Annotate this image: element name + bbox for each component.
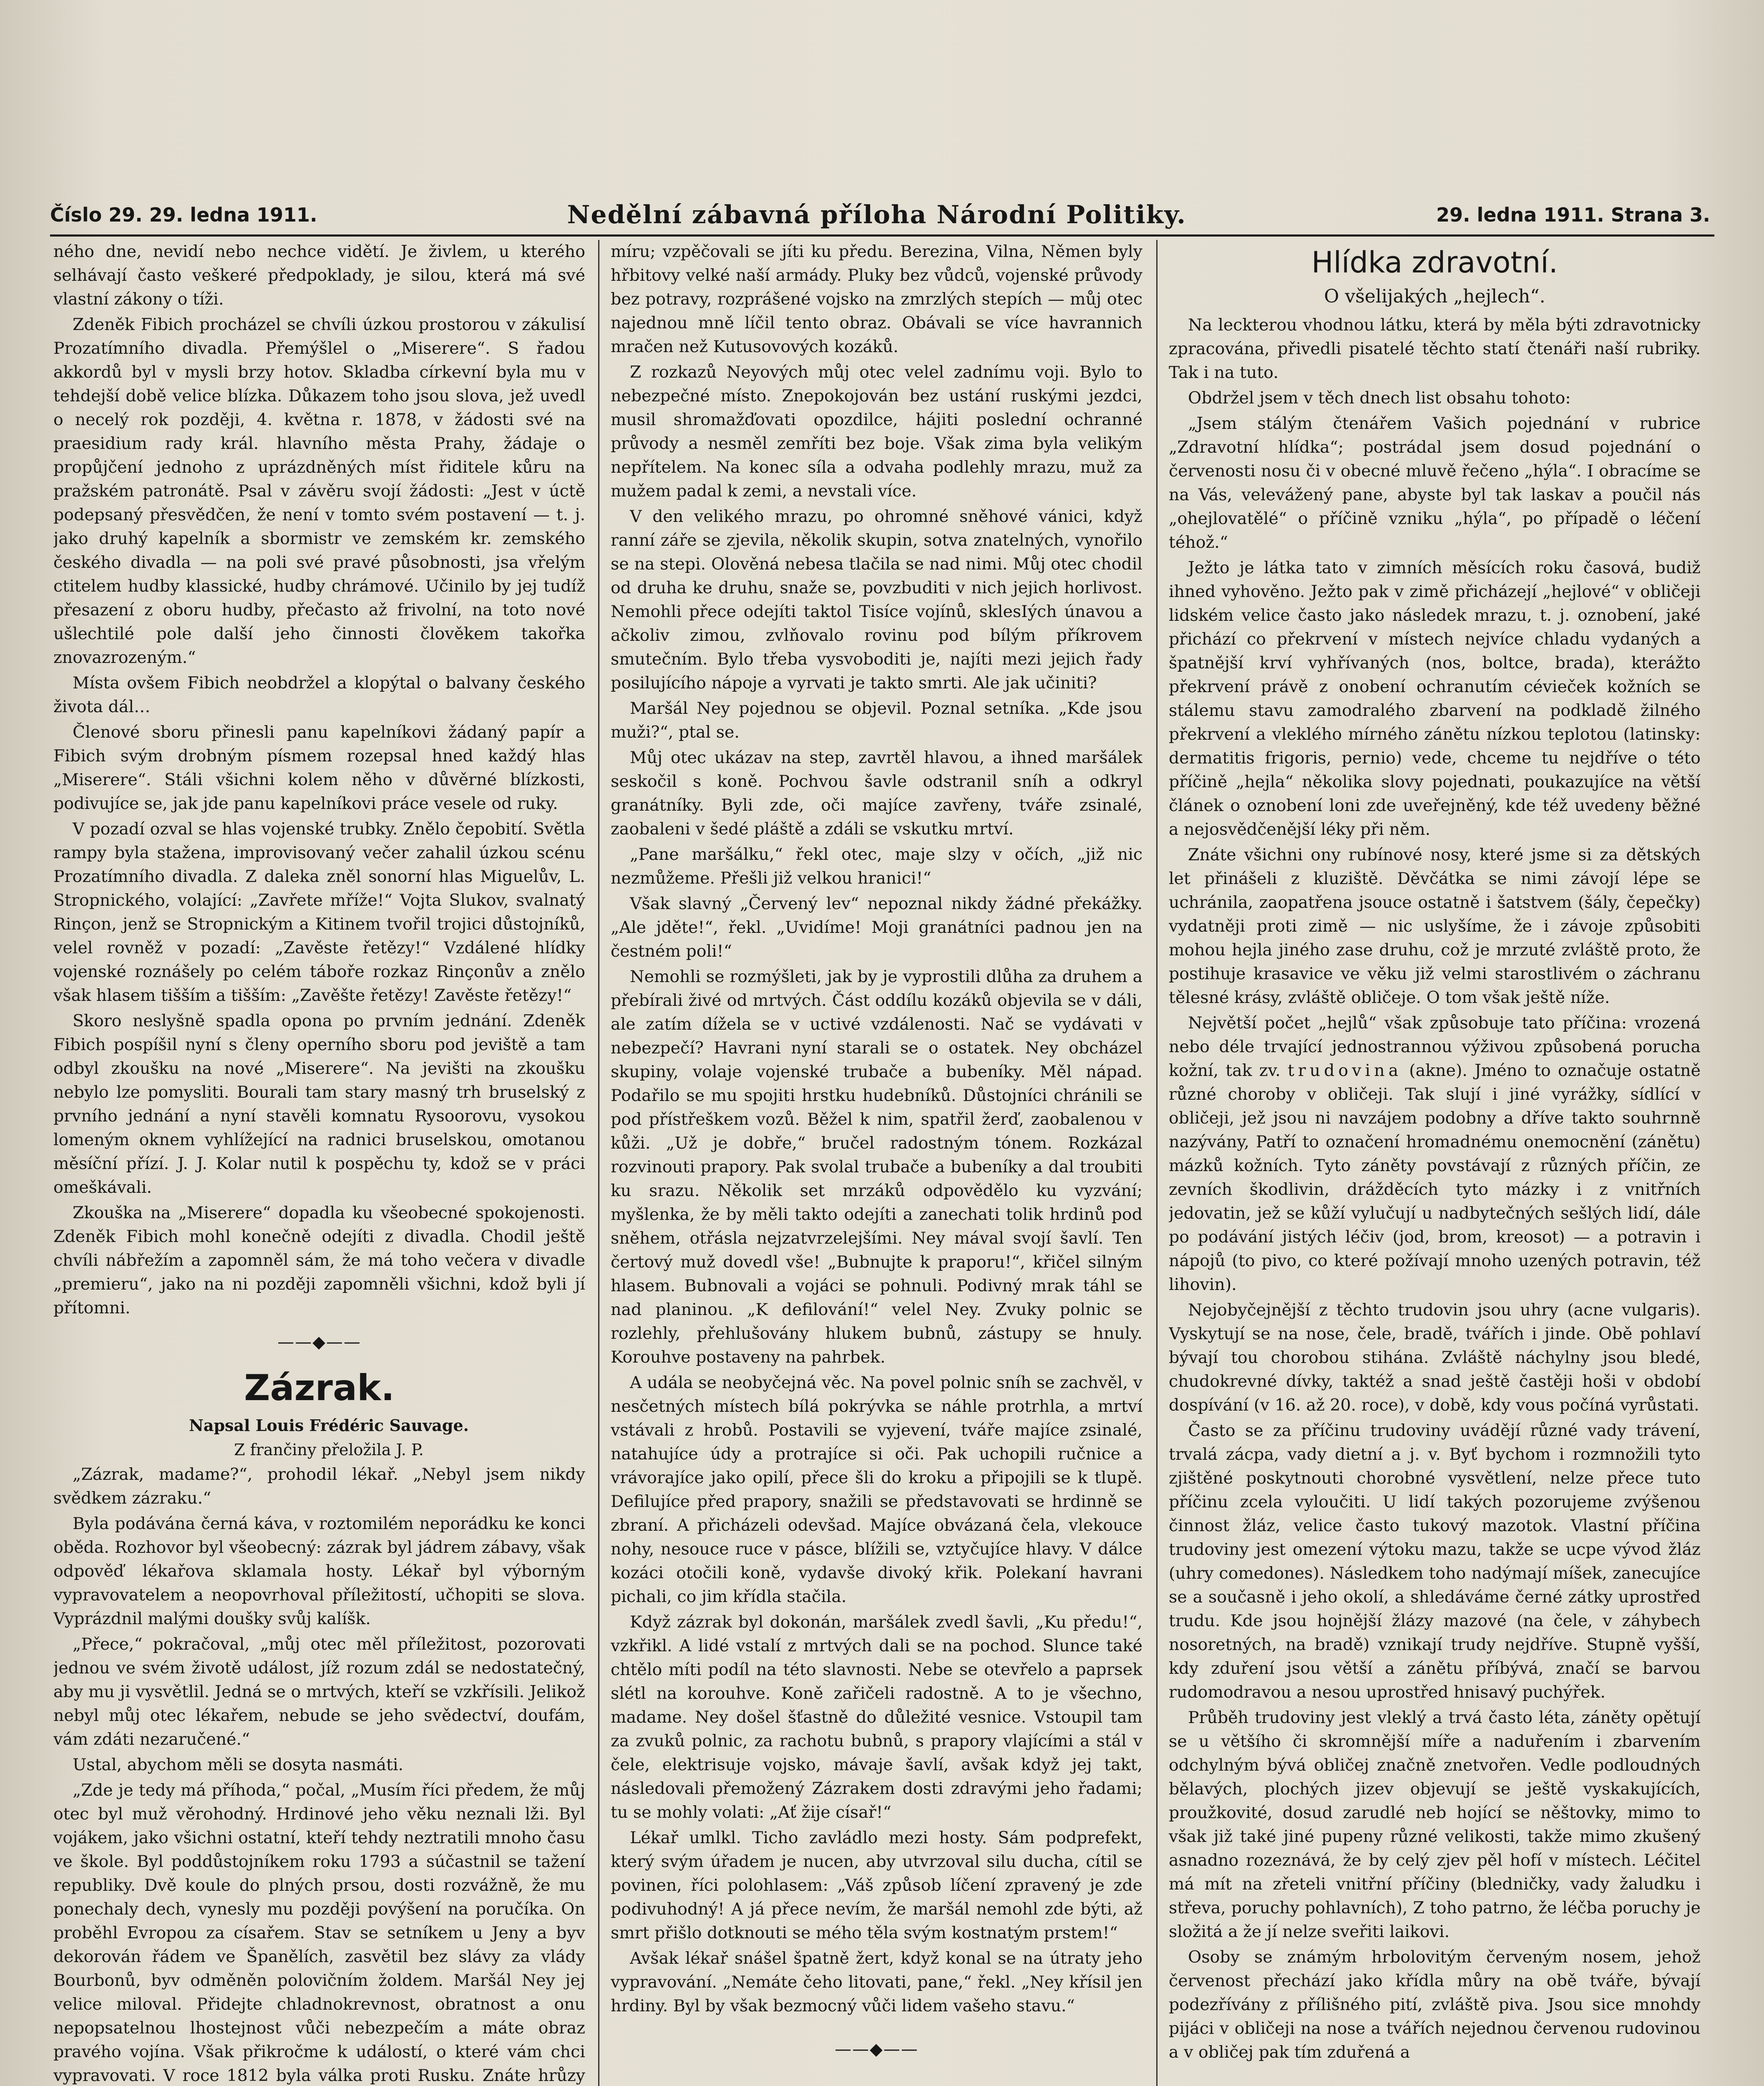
paragraph: Místa ovšem Fibich neobdržel a klopýtal o balvany českého života dál… <box>53 673 585 716</box>
spaced-term: trudovina <box>1287 1061 1402 1080</box>
paragraph: „Přece,“ pokračoval, „můj otec měl příležitost, pozorovati jednou ve svém životě událost, jíž rozum zdál se nedostatečný, aby mu ji vysvětlil. Jedná se o mrtvých, kteří se vzkřísili. Jelikož nebyl můj otec lékařem, nebude se jeho svědectví, doufám, vám zdáti nezaručené.“ <box>53 1635 585 1749</box>
paragraph: ného dne, nevidí nebo nechce vidětí. Je živlem, u kterého selhávají často veškeré předpoklady, je silou, která má své vlastní zákony o tíži. <box>53 242 585 309</box>
paragraph-text: Největší počet „hejlů“ však způsobuje tato příčina: vrozená nebo déle trvající jednostrannou výživou způsobená porucha kožní, tak zv. <box>1169 1013 1701 1080</box>
header-page-number: 29. ledna 1911. Strana 3. <box>1436 204 1710 226</box>
paragraph: A udála se neobyčejná věc. Na povel polnic sníh se zachvěl, v nesčetných místech bílá pokrývka se náhle protrhla, a mrtví vstávali z hrobů. Postavili se vyjevení, tváře majíce zsinalé, natahujíce údy a protrajíce si oči. Pak uchopili ručnice a vrávorajíce jako opilí, přece šli do kroku a připojili se k tlupě. Defilujíce před prapory, snažili se představovati se hrdinně se zbraní. A přicházeli odevšad. Majíce obvázaná čela, vlekouce nohy, nesouce ruce v pásce, blížili se, vztyčujíce hlavy. V dálce kozáci otočili koně, vydavše divoký křik. Polekaní havrani pichali, co jim křídla stačila. <box>611 1373 1142 1606</box>
paragraph: Znáte všichni ony rubínové nosy, které jsme si za dětských let přinášeli z kluziště. Děvčátka se nimi závojí lépe se uchránila, zaopatřena jsouce ostatně i šatstvem (šály, čepečky) vydatněji proti zimě — nic uslyšíme, že i závoje způsobiti mohou hejla jiného zase druhu, což je mrzuté zvláště proto, že postihuje krasavice ve věku již velmi starostlivém o záchranu tělesné krásy, zvláště obličeje. O tom však ještě níže. <box>1169 845 1701 1007</box>
story-translator: Z frančiny přeložila J. P. <box>234 1441 424 1459</box>
paragraph-text: (akne). Jméno to označuje ostatně různé choroby v obličeji. Tak slují i jiné vyrážky, sídlící v obličeji, jež jsou ni navzájem podobny a dříve takto souhrnně nazývány, Patří to označení hromadnému onemocnění (zánětu) mázků kožních. Tyto záněty povstávají z různých příčin, ze zevních škodlivin, drážděcích tyto mázky i z vnitřních jedovatin, jež se kůží vylučují u nadbytečných sešlých lidí, dále po podávání jistých léčiv (jod, brom, kreosot) — a potravin i nápojů (to pivo, co které požívají mnoho uzených potravin, též lihovin). <box>1169 1061 1701 1294</box>
paragraph: Ježto je látka tato v zimních měsících roku časová, budiž ihned vyhověno. Ježto pak v zimě přicházejí „hejlové“ v obličeji lidském velice často jako následek mrazu, t. j. oznobení, jaké přichází co překrvení v místech nejvíce chladu vydaných a špatnější krví vyhřívaných (nos, boltce, brada), kterážto překrvení právě z onobení ochranutím cévieček kožních se stálemu stavu zamodralého zbarvení na podkladě žilného překrvení a vleklého mírného zánětu nízkou teplotou (latinsky: dermatitis frigoris, pernio) vede, chceme tu nejdříve o této příčině „hejla“ několika slovy pojednati, poukazujíce na větší článek o oznobení loni zde uveřejněný, kde též uvedeny běžné a nejosvědčenější léky při něm. <box>1169 558 1701 839</box>
paragraph: Nemohli se rozmýšleti, jak by je vyprostili dlůha za druhem a přebírali živé od mrtvých. Část oddílu kozáků objevila se v dáli, ale zatím dížela se v uctivé vzdálenosti. Nač se vydávati v nebezpečí? Havrani nyní starali se o ostatek. Ney obcházel skupiny, volaje vojenské trubače a bubeníky. Měl nápad. Podařilo se mu spojiti hrstku hudebníků. Důstojníci chránili se pod přístřeškem vozů. Běžel k nim, spatřil žerď, zaobalenou v kůži. „Už je dobře,“ bručel radostným tónem. Rozkázal rozvinouti prapory. Pak svolal trubače a bubeníky a dal troubiti ku srazu. Několik set mrzáků odpovědělo ku vyzvání; myšlenka, že by měli takto odejíti a zanechati tolik hrdinů pod sněhem, otřásla nejzatvrzelejšími. Ney mával svojí šavlí. Ten čertový muž dovedl vše! „Bubnujte k praporu!“, křičel silným hlasem. Bubnovali a vojáci se pohnuli. Podivný mrak táhl se nad planinou. „K defilování!“ velel Ney. Zvuky polnic se rozlehly, přehlušovány hlukem bubnů, zástupy se hnuly. Korouhve postaveny na pahrbek. <box>611 967 1142 1367</box>
column-divider-1 <box>598 240 599 2086</box>
end-ornament: ——◆—— <box>835 2040 918 2059</box>
paragraph: míru; vzpěčovali se jíti ku předu. Berezina, Vilna, Němen byly hřbitovy velké naší armády. Pluky bez vůdců, vojenské průvody bez potravy, rozprášené vojsko na zmrzlých stepích — můj otec najednou mně líčil tento obraz. Obávali se více havrannich mračen než Kutusovových kozáků. <box>611 242 1142 356</box>
paragraph: „Zázrak, madame?“, prohodil lékař. „Nebyl jsem nikdy svědkem zázraku.“ <box>53 1465 585 1508</box>
paragraph: Skoro neslyšně spadla opona po prvním jednání. Zdeněk Fibich pospíšil nyní s členy operního sboru pod jeviště a tam odbyl zkoušku na nové „Miserere“. Na jevišti na zkoušku nebylo lze pomysliti. Bourali tam stary masný trh bruselský z prvního jednání a nyní stavěli komnatu Rysoorovu, vysokou lomeným oknem vyhlížející na radnici bruselskou, omotanou měsíční přízí. J. J. Kolar nutil k pospěchu ty, kdož se v práci omeškávali. <box>53 1011 585 1197</box>
story-title: Zázrak. <box>244 1367 395 1409</box>
paragraph: V pozadí ozval se hlas vojenské trubky. Znělo čepobití. Světla rampy byla stažena, improvisovaný večer zahalil úzkou scénu Prozatímního divadla. Z daleka zněl sonorní hlas Miguelův, L. Stropnického, volající: „Zavřete mříže!“ Vojta Slukov, svalnatý Rinçon, jenž se Stropnickým a Kitinem tvořil trojici důstojníků, velel rovněž v pozadí: „Zavěste řetězy!“ Vzdálené hlídky vojenské roznášely po celém táboře rozkaz Rinçonův a znělo však hlasem tišším a tišším: „Zavěšte řetězy! Zavěste řetězy!“ <box>53 819 585 1005</box>
column-3 <box>1169 240 1701 2086</box>
paragraph: Maršál Ney pojednou se objevil. Poznal setníka. „Kde jsou muži?“, ptal se. <box>611 699 1142 742</box>
paragraph: „Pane maršálku,“ řekl otec, maje slzy v očích, „již nic nezmůžeme. Přešli již velkou hranici!“ <box>611 845 1142 888</box>
paragraph: Byla podávána černá káva, v roztomilém neporádku ke konci oběda. Rozhovor byl všeobecný: zázrak byl jádrem zábavy, však odpověď lékařova sklamala hosty. Lékař byl výborným vypravovatelem a neopovrhoval příležitostí, učhopiti se slova. Vyprázdnil malými doušky svůj kalíšk. <box>53 1514 585 1628</box>
header-issue-date: Číslo 29. 29. ledna 1911. <box>50 204 317 226</box>
header-publication-title: Nedělní zábavná příloha Národní Politiky. <box>567 200 1187 229</box>
paragraph: Avšak lékař snášel špatně žert, když konal se na útraty jeho vypravování. „Nemáte čeho litovati, pane,“ řekl. „Ney křísil jen hrdiny. Byl by však bezmocný vůči lidem vašeho stavu.“ <box>611 1949 1142 2015</box>
paragraph: Obdržel jsem v těch dnech list obsahu tohoto: <box>1188 388 1571 408</box>
paragraph: Osoby se známým hrbolovitým červeným nosem, jehož červenost přechází jako křídla můry na obě tváře, bývají podezřívány z přílišného pití, zvláště piva. Jsou sice mnohdy pijáci v obličeji na nose a tvářích nejednou červenou rudovinou a v obličej pak tím zduřená a <box>1169 1947 1701 2062</box>
paragraph: Můj otec ukázav na step, zavrtěl hlavou, a ihned maršálek seskočil s koně. Pochvou šavle odstranil sníh a odkryl granátníky. Byli zde, oči majíce zavřeny, tváře zsinalé, zaobaleni v šedé pláště a zdáli se vskutku mrtví. <box>611 748 1142 839</box>
column-1 <box>53 240 585 2086</box>
paragraph: Často se za příčinu trudoviny uvádějí různé vady trávení, trvalá zácpa, vady dietní a j. v. Byť bychom i rozmnožili tyto zjištěné poskytnouti chorobné vysvětlení, nelze přece tuto příčinu zcela vyloučiti. U lidí takých pozorujeme zvýšenou činnost žláz, velice často tukový mazotok. Vlastní příčina trudoviny jest omezení výtoku mazu, takže se ucpe vývod žláz (uhry comedones). Následkem toho nadýmají míšek, zanecujíce se a současně i jeho okolí, a shledáváme černé zátky uprostřed trudu. Kde jsou hojnější žlázy mazové (na čele, v záhybech nosoretných, na bradě) vznikají trudy nejdříve. Stupně vyšší, kdy zduření jsou větší a zánětu příbývá, značí se barvou rudomodravou a nesou uprostřed hnisavý puchýřek. <box>1169 1421 1701 1702</box>
paragraph: Když zázrak byl dokonán, maršálek zvedl šavli, „Ku předu!“, vzkřikl. A lidé vstalí z mrtvých dali se na pochod. Slunce také chtělo míti podíl na této slavnosti. Nebe se otevřelo a paprsek slétl na korouhve. Koně zařičeli radostně. A to je všechno, madame. Ney došel šťastně do důležité vesnice. Vstoupil tam za zvuků polnic, za rachotu bubnů, s prapory vlajícími a stál v čele, elektrisuje vojsko, mávaje šavlí, avšak když jej takt, následovali přemožený Zázrakem dosti zdravými jeho řadami; tu se mohly volati: „Ať žije císař!“ <box>611 1612 1142 1822</box>
story-author: Napsal Louis Frédéric Sauvage. <box>189 1416 469 1435</box>
header-rule <box>50 234 1714 237</box>
column-2 <box>611 240 1142 2086</box>
paragraph: Členové sboru přinesli panu kapelníkovi žádaný papír a Fibich svým drobným písmem rozepsal hned každý hlas „Miserere“. Stáli všichni kolem něho v důvěrné blízkosti, podivujíce se, jak jde panu kapelníkovi práce vesele od ruky. <box>53 723 585 813</box>
paragraph: Z rozkazů Neyových můj otec velel zadnímu voji. Bylo to nebezpečné místo. Znepokojován bez ustání ruskými jezdci, musil shromažďovati opozdilce, hájiti poslední ochranné průvody a nesměl zemříti bez boje. Však zima byla velikým nepřítelem. Na konec síla a odvaha podlehly mrazu, muž za mužem padal k zemi, a nevstali více. <box>611 363 1142 501</box>
paragraph: V den velikého mrazu, po ohromné sněhové vánici, když ranní záře se zjevila, několik skupin, sotva znatelných, vynořilo se na stepi. Olověná nebesa tlačila se nad nimi. Můj otec chodil od druha ke druhu, snaže se, povzbuditi v nich jejich horlivost. Nemohli přece odejíti taktol Tisíce vojínů, sklesIých únavou a ačkoliv zimou, zvlňovalo rovinu pod bílým příkrovem smutečním. Bylo třeba vysvoboditi je, najíti mezi jejich řady posilujícího nápoje a vyrvati je takto smrti. Ale jak učiniti? <box>611 507 1142 693</box>
section-title: Hlídka zdravotní. <box>1311 245 1558 280</box>
paragraph: Zdeněk Fibich procházel se chvíli úzkou prostorou v zákulisí Prozatímního divadla. Přemýšlel o „Miserere“. S řadou akkordů byl v mysli brzy hotov. Skladba církevní byla mu v tehdejší době velice blízka. Důkazem toho jsou slova, jež uvedl o necelý rok později, 4. května r. 1878, v žádosti své na praesidium rady král. hlavního města Prahy, žádaje o propůjčení jednoho z uprázdněných míst řiditele kůru na pražském patronátě. Psal v závěru svojí žádosti: „Jest v úctě podepsaný přesvědčen, že není v tomto svém postavení — t. j. jako druhý kapelník a sbormistr ve zemském kr. zemského českého divadla — na poli své pravé působnosti, jsa vřelým ctitelem hudby klassické, hudby chrámové. Učinilo by jej tudíž přesazení z oboru hudby, přečasto až frivolní, na toto nové ušlechtilé pole další jeho činnosti člověkem takořka znovazrozeným.“ <box>53 315 585 667</box>
paragraph <box>1169 1011 1701 1297</box>
paragraph: Však slavný „Červený lev“ nepoznal nikdy žádné překážky. „Ale jděte!“, řekl. „Uvidíme! Moji granátníci padnou jen na čestném poli!“ <box>611 894 1142 961</box>
paragraph: Ustal, abychom měli se dosyta nasmáti. <box>73 1755 404 1774</box>
section-ornament: ——◆—— <box>277 1333 361 1352</box>
paragraph: „Jsem stálým čtenářem Vašich pojednání v rubrice „Zdravotní hlídka“; postrádal jsem dosud pojednání o červenosti nosu či v obecné mluvě řečeno „hýla“. I obracíme se na Vás, velevážený pane, abyste byl tak laskav a poučil nás „ohejlovatělé“ o příčině vzniku „hýla“, po případě o léčení téhož.“ <box>1169 414 1701 552</box>
column-divider-2 <box>1156 240 1158 2086</box>
paragraph: Nejobyčejnější z těchto trudovin jsou uhry (acne vulgaris). Vyskytují se na nose, čele, bradě, tvářích i jinde. Obě pohlaví bývají tou chorobou stihána. Zvláště náchylny jsou bledé, chudokrevné dívky, taktéž a snad ještě častěji hoši v období dospívání (v 16. až 20. roce), v době, kdy vous počíná vyrůstati. <box>1169 1300 1701 1415</box>
section-subtitle: O všelijakých „hejlech“. <box>1324 286 1545 307</box>
page-header <box>50 196 1710 234</box>
paragraph: Na leckterou vhodnou látku, která by měla býti zdravotnicky zpracována, přivedli pisatelé těchto statí čtenáři naší rubriky. Tak i na tuto. <box>1169 315 1701 382</box>
paragraph: Průběh trudoviny jest vleklý a trvá často léta, záněty opětují se u většího či skromnější míře a naduřením i zbarvením odchylným bývá obličej značně znetvořen. Vedle podloudných bělavých, plochých jizev objevují se ještě vyskakujících, proužkovité, dosud zarudlé neb hojící se něštovky, mimo to však již také jiné pupeny různé velikosti, takže mimo zkušený asnadno rozeznává, že by celý zjev pěl hofí v místech. Léčitel má mít na zřeteli vnitřní příčiny (bledničky, vady žaludku i střeva, poruchy pohlavních), Z toho patrno, že léčba poruchy je složitá a že jí nelze sveřiti laikovi. <box>1169 1708 1701 1941</box>
paragraph: Lékař umlkl. Ticho zavládlo mezi hosty. Sám podprefekt, který svým úřadem je nucen, aby utvrzoval silu ducha, cítil se povinen, říci polohlasem: „Váš způsob líčení zpravený je zde podivuhodný! A já přece nevím, že maršál nemohl zde býti, až smrt přišlo dotknouti se mého těla svým kostnatým prstem!“ <box>611 1828 1142 1942</box>
paragraph: Zkouška na „Miserere“ dopadla ku všeobecné spokojenosti. Zdeněk Fibich mohl konečně odejíti z divadla. Chodil ještě chvíli nábřežím a zapomněl sám, že má toho večera v divadle „premieru“, jako na ni později zapomněli všichni, kdož byli jí přítomni. <box>53 1203 585 1318</box>
paragraph: „Zde je tedy má příhoda,“ počal, „Musím říci předem, že můj otec byl muž věrohodný. Hrdinové jeho věku neznali lži. Byl vojákem, jako všichni ostatní, kteří tehdy neztratili mnoho času ve škole. Byl poddůstojníkem roku 1793 a súčastnil se tažení republiky. Dvě koule do plných prsou, dosti rozvážně, že mu ponechaly dech, vynesly mu později povýšení na poručíka. On proběhl Evropou za císařem. Stav se setníkem u Jeny a byv dekorován řádem ve Španělích, zasvětil bez slávy za vlády Bourbonů, byv odměněn polovičním žoldem. Maršál Ney jej velice miloval. Přidejte chladnokrevnost, obratnost a onu nepopsatelnou lhostejnost vůči nebezpečím a máte obraz pravého vojína. Však přikročme k událostí, o které vám chci vypravovati. V roce 1812 byla válka proti Rusku. Znáte hrůzy <box>53 1781 585 2085</box>
